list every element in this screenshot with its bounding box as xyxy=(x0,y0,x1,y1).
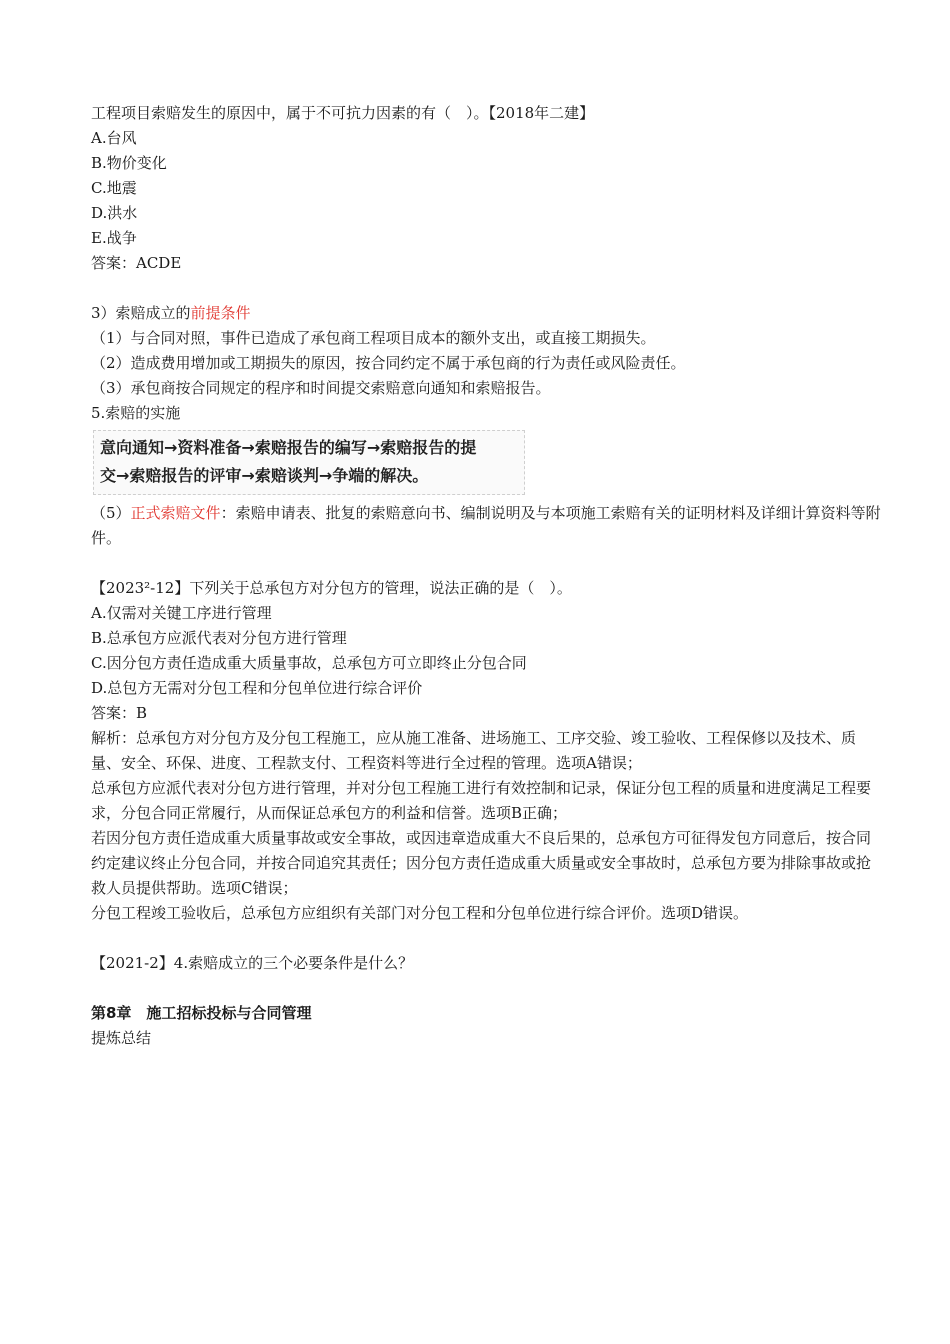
option-b: B.物价变化 xyxy=(91,154,167,172)
formal-claim-documents xyxy=(91,501,883,551)
flow-line-2: 交→索赔报告的评审→索赔谈判→争端的解决。 xyxy=(100,466,429,485)
analysis-paragraph: 分包工程竣工验收后，总承包方应组织有关部门对分包工程和分包单位进行综合评价。选项D错误。 xyxy=(91,904,749,922)
analysis-paragraph: 解析：总承包方对分包方及分包工程施工，应从施工准备、进场施工、工序交验、竣工验收、工程保修以及技术、质量、安全、环保、进度、工程款支付、工程资料等进行全过程的管理。选项A错误； xyxy=(91,729,857,772)
question-1-answer: 答案：ACDE xyxy=(91,254,182,272)
option-e: E.战争 xyxy=(91,229,137,247)
option-c: C.地震 xyxy=(91,179,137,197)
condition-item: （2）造成费用增加或工期损失的原因，按合同约定不属于承包商的行为责任或风险责任。 xyxy=(91,354,686,372)
section-3-title xyxy=(91,301,891,326)
option-b: B.总承包方应派代表对分包方进行管理 xyxy=(91,629,347,647)
formal-rest: ：索赔申请表、批复的索赔意向书、编制说明及与本项施工索赔有关的证明材料及详细计算资料等附件。 xyxy=(91,504,881,547)
question-1-stem: 工程项目索赔发生的原因中，属于不可抗力因素的有（ ）。【2018年二建】 xyxy=(91,104,595,122)
section-5-title: 5.索赔的实施 xyxy=(91,404,181,422)
option-a: A.台风 xyxy=(91,129,137,147)
question-3-stem: 【2021-2】4.索赔成立的三个必要条件是什么？ xyxy=(91,954,414,972)
option-d: D.洪水 xyxy=(91,204,138,222)
question-2-answer: 答案：B xyxy=(91,704,148,722)
flow-line-1: 意向通知→资料准备→索赔报告的编写→索赔报告的提 xyxy=(100,438,477,457)
section-3-title-prefix: 3）索赔成立的 xyxy=(91,304,191,322)
condition-item: （1）与合同对照，事件已造成了承包商工程项目成本的额外支出，或直接工期损失。 xyxy=(91,329,656,347)
option-d: D.总包方无需对分包工程和分包单位进行综合评价 xyxy=(91,679,423,697)
formal-prefix: （5） xyxy=(91,504,131,522)
section-3-title-highlight: 前提条件 xyxy=(190,304,251,322)
chapter-subtitle: 提炼总结 xyxy=(91,1029,152,1047)
claim-process-flow-box xyxy=(93,430,525,495)
formal-highlight: 正式索赔文件 xyxy=(130,504,221,522)
option-a: A.仅需对关键工序进行管理 xyxy=(91,604,272,622)
document-body xyxy=(91,101,891,1051)
condition-item: （3）承包商按合同规定的程序和时间提交索赔意向通知和索赔报告。 xyxy=(91,379,551,397)
analysis-paragraph: 若因分包方责任造成重大质量事故或安全事故，或因违章造成重大不良后果的，总承包方可征得发包方同意后，按合同约定建议终止分包合同，并按合同追究其责任；因分包方责任造成重大质量或安全事故时，总承包方要为排除事故或抢救人员提供帮助。选项C错误； xyxy=(91,829,872,897)
question-2-stem: 【2023²-12】下列关于总承包方对分包方的管理，说法正确的是（ ）。 xyxy=(91,579,572,597)
option-c: C.因分包方责任造成重大质量事故，总承包方可立即终止分包合同 xyxy=(91,654,527,672)
analysis-paragraph: 总承包方应派代表对分包方进行管理，并对分包工程施工进行有效控制和记录，保证分包工程的质量和进度满足工程要求，分包合同正常履行，从而保证总承包方的利益和信誉。选项B正确； xyxy=(91,779,872,822)
chapter-title: 第8章 施工招标投标与合同管理 xyxy=(91,1004,312,1022)
